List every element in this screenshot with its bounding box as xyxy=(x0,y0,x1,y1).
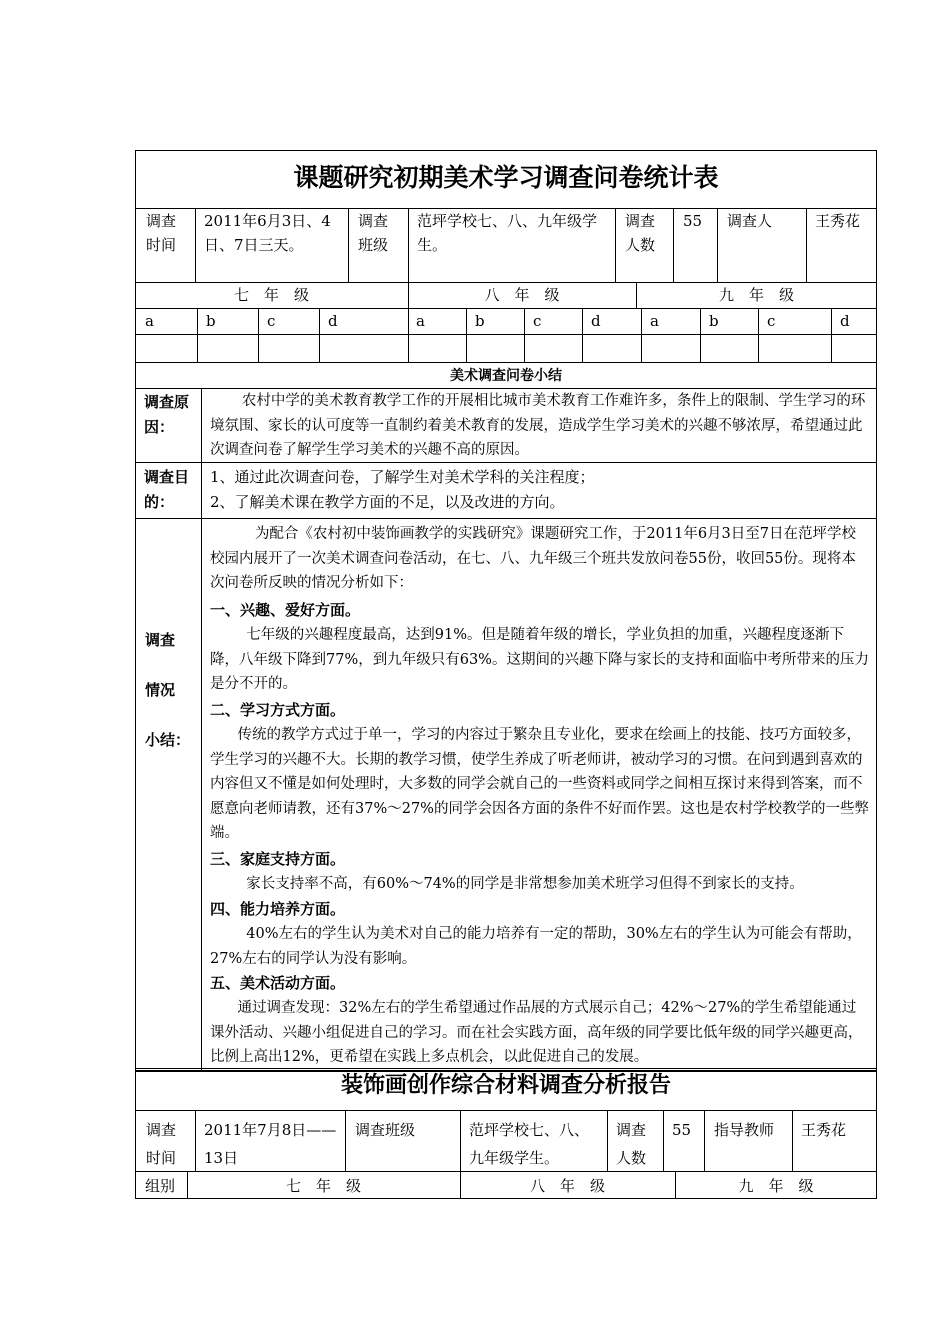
divider xyxy=(607,1110,608,1171)
divider xyxy=(135,362,877,363)
divider xyxy=(319,308,320,362)
divider xyxy=(663,1110,664,1171)
option-label: d xyxy=(328,312,338,330)
section-heading: 五、美术活动方面。 xyxy=(210,974,346,992)
section-text: 传统的教学方式过于单一，学习的内容过于繁杂且专业化，要求在绘画上的技能、技巧方面较多，学生学习的兴趣不大。长期的教学习惯，使学生养成了听老师讲，被动学习的习惯。在问到遇到喜欢的内容但又不懂是如何处理时，大多数的同学会就自己的一些资料或同学之间相互探讨来得到答案，而不愿意向老师请教，还有37%～27%的同学会因各方面的条件不好而作罢。这也是农村学校教学的一些弊端。 xyxy=(210,727,869,841)
report-time-label: 调查时间 xyxy=(146,1121,177,1167)
report-grade-8: 八 年 级 xyxy=(529,1177,605,1195)
section-text: 40%左右的学生认为美术对自己的能力培养有一定的帮助，30%左右的学生认为可能会有帮助，27%左右的同学认为没有影响。 xyxy=(210,926,862,967)
report-class-label: 调查班级 xyxy=(355,1121,416,1139)
section-heading: 四、能力培养方面。 xyxy=(210,900,346,918)
divider xyxy=(201,388,202,1072)
situation-label: 调查 xyxy=(145,631,176,649)
time-label: 调查时间 xyxy=(146,212,177,254)
group-label: 组别 xyxy=(145,1177,176,1195)
surveyor-value: 王秀花 xyxy=(815,212,861,230)
divider xyxy=(582,308,583,362)
divider xyxy=(615,208,616,282)
option-label: a xyxy=(650,312,659,330)
summary-title: 美术调查问卷小结 xyxy=(450,368,562,384)
reason-text: 农村中学的美术教育教学工作的开展相比城市美术教育工作难许多，条件上的限制、学生学习的环境氛围、家长的认可度等一直制约着美术教育的发展，造成学生学习美术的兴趣不够浓厚，希望通过此次调查问卷了解学生学习美术的兴趣不高的原因。 xyxy=(210,393,866,458)
option-label: b xyxy=(206,312,216,330)
divider xyxy=(135,308,877,309)
goal-item: 2、了解美术课在教学方面的不足，以及改进的方向。 xyxy=(210,493,565,511)
situation-intro: 为配合《农村初中装饰画教学的实践研究》课题研究工作，于2011年6月3日至7日在范坪学校校园内展开了一次美术调查问卷活动，在七、八、九年级三个班共发放问卷55份，收回55份。现将本次问卷所反映的情况分析如下： xyxy=(210,526,857,591)
divider xyxy=(135,1110,877,1111)
option-label: a xyxy=(145,312,154,330)
divider xyxy=(704,1110,705,1171)
goal-label: 调查目的： xyxy=(144,468,190,511)
section-heading: 一、兴趣、爱好方面。 xyxy=(210,601,361,619)
grade-9-header: 九 年 级 xyxy=(718,286,794,304)
divider xyxy=(700,308,701,362)
divider xyxy=(345,1110,346,1171)
divider xyxy=(806,208,807,282)
situation-label: 情况 xyxy=(145,681,176,699)
grade-8-header: 八 年 级 xyxy=(484,286,560,304)
divider xyxy=(717,208,718,282)
option-label: c xyxy=(267,312,276,330)
divider xyxy=(758,308,759,362)
divider xyxy=(408,308,409,362)
divider xyxy=(197,308,198,362)
grade-7-header: 七 年 级 xyxy=(233,286,309,304)
reason-label: 调查原因： xyxy=(144,393,190,436)
divider xyxy=(524,308,525,362)
divider xyxy=(408,208,409,282)
report-count-label: 调查人数 xyxy=(616,1121,647,1167)
class-value: 范坪学校七、八、九年级学生。 xyxy=(417,212,598,254)
report-grade-7: 七 年 级 xyxy=(285,1177,361,1195)
option-label: a xyxy=(416,312,425,330)
surveyor-label: 调查人 xyxy=(727,212,773,230)
option-label: b xyxy=(709,312,719,330)
count-value: 55 xyxy=(683,212,703,230)
report-grade-9: 九 年 级 xyxy=(738,1177,814,1195)
option-label: b xyxy=(475,312,485,330)
situation-label: 小结： xyxy=(145,731,191,749)
report-teacher-value: 王秀花 xyxy=(801,1121,847,1139)
survey-title: 课题研究初期美术学习调查问卷统计表 xyxy=(293,163,719,192)
option-label: c xyxy=(533,312,542,330)
section-text: 通过调查发现：32%左右的学生希望通过作品展的方式展示自己；42%～27%的学生希望能通过课外活动、兴趣小组促进自己的学习。而在社会实践方面，高年级的同学要比低年级的同学兴趣更高，比例上高出12%，更希望在实践上多点机会，以此促进自己的发展。 xyxy=(210,1000,863,1065)
divider xyxy=(135,334,877,335)
divider xyxy=(348,208,349,282)
goal-item: 1、通过此次调查问卷，了解学生对美术学科的关注程度； xyxy=(210,468,595,486)
divider xyxy=(195,208,196,282)
report-teacher-label: 指导教师 xyxy=(714,1121,775,1139)
option-label: d xyxy=(840,312,850,330)
divider xyxy=(466,308,467,362)
option-label: d xyxy=(591,312,601,330)
divider xyxy=(258,308,259,362)
divider xyxy=(641,308,642,362)
time-value: 2011年6月3日、4日、7日三天。 xyxy=(204,212,331,254)
section-text: 七年级的兴趣程度最高，达到91%。但是随着年级的增长，学业负担的加重，兴趣程度逐渐下降，八年级下降到77%，到九年级只有63%。这期间的兴趣下降与家长的支持和面临中考所带来的压力是分不开的。 xyxy=(210,627,869,692)
section-heading: 三、家庭支持方面。 xyxy=(210,850,346,868)
report-class-value: 范坪学校七、八、九年级学生。 xyxy=(469,1121,590,1167)
option-label: c xyxy=(767,312,776,330)
count-label: 调查人数 xyxy=(625,212,656,254)
divider xyxy=(195,1110,196,1171)
divider xyxy=(831,308,832,362)
class-label: 调查班级 xyxy=(358,212,389,254)
section-text: 家长支持率不高，有60%～74%的同学是非常想参加美术班学习但得不到家长的支持。 xyxy=(246,876,804,892)
divider xyxy=(673,208,674,282)
report-time-value: 2011年7月8日——13日 xyxy=(204,1121,337,1167)
divider xyxy=(460,1110,461,1171)
report-title: 装饰画创作综合材料调查分析报告 xyxy=(340,1073,671,1098)
section-heading: 二、学习方式方面。 xyxy=(210,701,346,719)
divider xyxy=(792,1110,793,1171)
report-count-value: 55 xyxy=(672,1121,692,1139)
divider xyxy=(135,518,877,519)
